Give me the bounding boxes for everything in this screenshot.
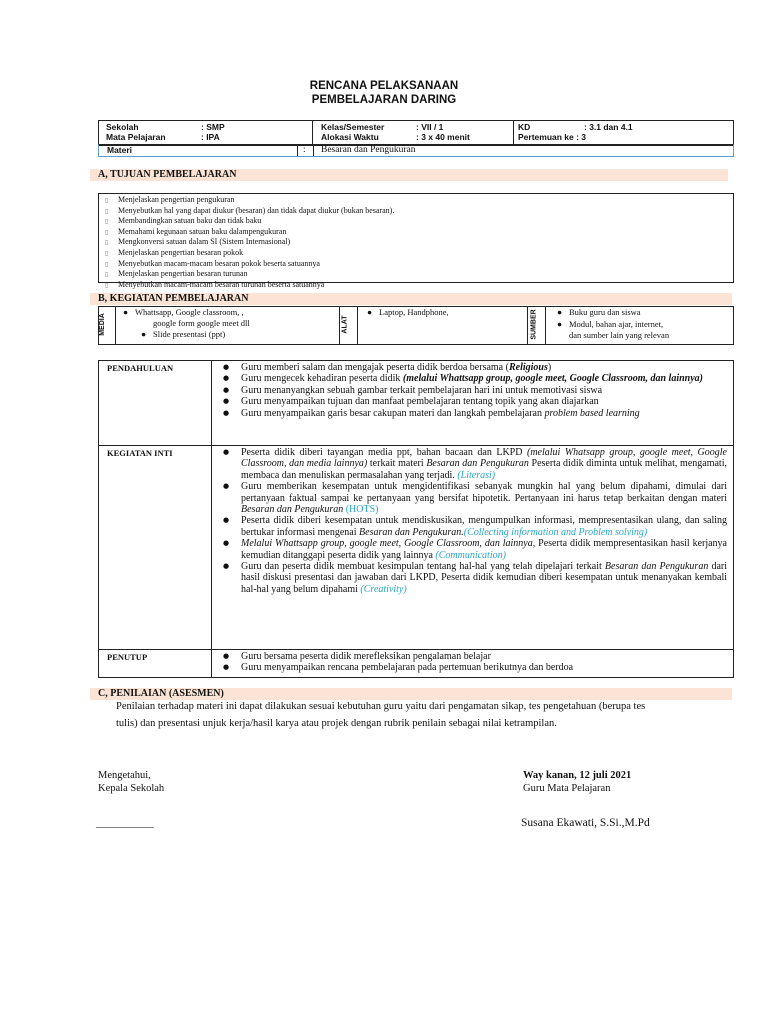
tujuan-item — [105, 269, 394, 280]
materi-row — [98, 144, 734, 157]
list-item: ● Guru bersama peserta didik merefleksikan pengalaman belajar — [219, 651, 727, 662]
list-item: ● Guru menyampaikan tujuan dan manfaat pembelajaran tentang topik yang akan diajarkan — [219, 396, 727, 407]
column-divider — [211, 446, 212, 650]
list-item: ● Peserta didik diberi tayangan media ppt, bahan bacaan dan LKPD (melalui Whatsapp group, google meet, Google Classroom, dan media lainnya) terkait materi Besaran dan Pengukuran Peserta didik diminta untuk melihat, mengamati, membaca dan menuliskan permasalahan yang terjadi. (Literasi) — [219, 447, 727, 481]
tujuan-item-text: Menyebutkan macam-macam besaran turunan beserta satuannya — [118, 279, 325, 289]
guru-mapel-text: Guru Mata Pelajaran — [523, 783, 611, 794]
media-item: ● Whattsapp, Google classroom, , — [123, 307, 244, 317]
bullet-box-icon: ▯ — [105, 228, 109, 236]
media-item: ● Slide presentasi (ppt) — [141, 329, 226, 339]
tujuan-item — [105, 259, 394, 270]
sumber-item: ● Modul, bahan ajar, internet, — [557, 319, 664, 329]
materi-divider — [313, 145, 314, 156]
sumber-label-cell — [527, 307, 546, 344]
pendahuluan-label: PENDAHULUAN — [107, 363, 174, 373]
kelas-value: : VII / 1 — [416, 122, 444, 132]
tujuan-item — [105, 216, 394, 227]
place-date: Way kanan, 12 juli 2021 — [523, 770, 632, 781]
document-title: RENCANA PELAKSANAAN — [309, 80, 459, 92]
bullet-box-icon: ▯ — [105, 218, 109, 226]
sumber-label: SUMBER — [530, 309, 538, 340]
penilaian-text: Penilaian terhadap materi ini dapat dilakukan sesuai kebutuhan guru yaitu dari pengamatan sikap, tes pengetahuan (berupa tes tulis) dan presentasi unjuk kerja/hasil karya atau projek dengan rubrik penilain sebagai nilai ketrampilan. — [116, 701, 646, 729]
identity-col-kd — [513, 121, 734, 145]
mapel-value: : IPA — [201, 132, 220, 142]
tujuan-item-text: Menjelaskan pengertian pengukuran — [118, 195, 235, 204]
tujuan-item — [105, 280, 394, 291]
sekolah-value: : SMP — [201, 122, 225, 132]
column-divider — [211, 650, 212, 678]
penutup-content — [219, 651, 727, 674]
column-divider — [211, 361, 212, 445]
tujuan-item — [105, 237, 394, 248]
signature-blank-line: ___________ — [96, 818, 154, 829]
list-item: ● Guru dan peserta didik membuat kesimpulan tentang hal-hal yang telah dipelajari terkait Besaran dan Pengukuran dari hasil diskusi presentasi dan jawaban dari LKPD, Peserta didik kemudian diberi kesempatan untuk menanyakan kembali hal-hal yang belum dipahami (Creativity) — [219, 561, 727, 595]
sumber-item: ● Buku guru dan siswa — [557, 307, 641, 317]
list-item: ● Guru menyampaikan garis besar cakupan materi dan langkah pembelajaran problem based learning — [219, 408, 727, 419]
pendahuluan-content — [219, 362, 727, 419]
tujuan-item-text: Mengkonversi satuan dalam SI (Sistem Internasional) — [118, 237, 291, 247]
kepala-sekolah-text: Kepala Sekolah — [98, 783, 165, 794]
identity-table — [98, 120, 734, 146]
list-item: ● Guru menyampaikan rencana pembelajaran pada pertemuan berikutnya dan berdoa — [219, 662, 727, 673]
media-label-cell — [99, 307, 116, 344]
list-item: ● Guru menanyangkan sebuah gambar terkait pembelajaran hari ini untuk memotivasi siswa — [219, 385, 727, 396]
bullet-box-icon: ▯ — [105, 207, 109, 215]
materi-value: Besaran dan Pengukuran — [321, 145, 416, 155]
alat-label-cell — [339, 307, 358, 344]
resources-table — [98, 306, 734, 345]
kd-value: : 3.1 dan 4.1 — [584, 122, 633, 132]
bullet-box-icon: ▯ — [105, 260, 109, 268]
tujuan-item-text: Membandingkan satuan baku dan tidak baku — [118, 216, 262, 226]
bullet-box-icon: ▯ — [105, 271, 109, 279]
list-item: ● Peserta didik diberi kesempatan untuk mendiskusikan, mengumpulkan informasi, mempresentasikan ulang, dan saling bertukar informasi mengenai Besaran dan Pengukuran.(Collecting information and Problem solving) — [219, 515, 727, 538]
media-label: MEDIA — [98, 313, 106, 336]
sumber-item-cont: dan sumber lain yang relevan — [569, 330, 670, 340]
activity-table — [98, 360, 734, 678]
tujuan-item — [105, 248, 394, 259]
tujuan-item — [105, 206, 394, 217]
materi-divider — [297, 145, 298, 156]
bullet-box-icon: ▯ — [105, 249, 109, 257]
mengetahui-text: Mengetahui, — [98, 770, 151, 781]
materi-colon: : — [303, 145, 306, 155]
list-item: ● Guru memberi salam dan mengajak peserta didik berdoa bersama (Religious) — [219, 362, 727, 373]
row-pendahuluan — [99, 361, 733, 445]
tujuan-list-box — [98, 193, 734, 289]
bullet-box-icon: ▯ — [105, 197, 109, 204]
sekolah-label: Sekolah — [106, 122, 139, 132]
document-subtitle: PEMBELAJARAN DARING — [311, 94, 457, 106]
list-item: ● Melalui Whattsapp group, google meet, Google Classroom, dan lainnya, Peserta didik mempresentasikan hasil kerjanya kemudian ditanggapi peserta didik yang lainnya (Communication) — [219, 538, 727, 561]
kd-label: KD — [518, 122, 531, 132]
tujuan-item — [105, 195, 394, 206]
alat-label: ALAT — [341, 315, 349, 334]
media-item-cont: google form google meet dll — [153, 318, 250, 328]
pertemuan-label: Pertemuan ke : 3 — [518, 132, 587, 142]
tujuan-item-text: Menjelaskan pengertian besaran pokok — [118, 247, 244, 257]
tujuan-list — [105, 195, 394, 290]
mapel-label: Mata Pelajaran — [106, 132, 166, 142]
bullet-box-icon: ▯ — [105, 239, 109, 247]
kegiatan-inti-content — [219, 447, 727, 595]
list-item: ● Guru memberikan kesempatan untuk mengidentifikasi sebanyak mungkin hal yang belum dipahami, dimulai dari pertanyaan faktual sampai ke pertanyaan yang bersifat hipotetik. Pertanyaan ini harus tetap berkaitan dengan materi Besaran dan Pengukuran (HOTS) — [219, 481, 727, 515]
kegiatan-inti-label: KEGIATAN INTI — [107, 448, 173, 458]
teacher-name: Susana Ekawati, S.Si.,M.Pd — [521, 817, 650, 829]
materi-label: Materi — [107, 145, 133, 155]
bullet-box-icon: ▯ — [105, 281, 109, 289]
row-kegiatan-inti — [99, 445, 733, 650]
kelas-label: Kelas/Semester — [321, 122, 385, 132]
tujuan-item-text: Menyebutkan macam-macam besaran pokok beserta satuannya — [118, 258, 320, 268]
section-heading-penilaian: C, PENILAIAN (ASESMEN) — [90, 688, 732, 700]
tujuan-item-text: Menyebutkan hal yang dapat diukur (besaran) dan tidak dapat diukur (bukan besaran). — [118, 205, 395, 215]
tujuan-item — [105, 227, 394, 238]
tujuan-item-text: Menjelaskan pengertian besaran turunan — [118, 269, 248, 279]
penutup-label: PENUTUP — [107, 652, 148, 662]
section-heading-tujuan: A, TUJUAN PEMBELAJARAN — [90, 169, 728, 181]
list-item: ● Guru mengecek kehadiran peserta didik (melalui Whattsapp group, google meet, Google Classroom, dan lainnya) — [219, 373, 727, 384]
identity-col-class — [312, 121, 514, 145]
alokasi-label: Alokasi Waktu — [321, 132, 379, 142]
alokasi-value: : 3 x 40 menit — [416, 132, 470, 142]
alat-item: ● Laptop, Handphone, — [367, 307, 449, 317]
row-penutup — [99, 649, 733, 678]
section-heading-kegiatan: B, KEGIATAN PEMBELAJARAN — [90, 293, 732, 305]
identity-col-school — [99, 121, 312, 145]
tujuan-item-text: Memahami kegunaan satuan baku dalampengukuran — [118, 226, 287, 236]
